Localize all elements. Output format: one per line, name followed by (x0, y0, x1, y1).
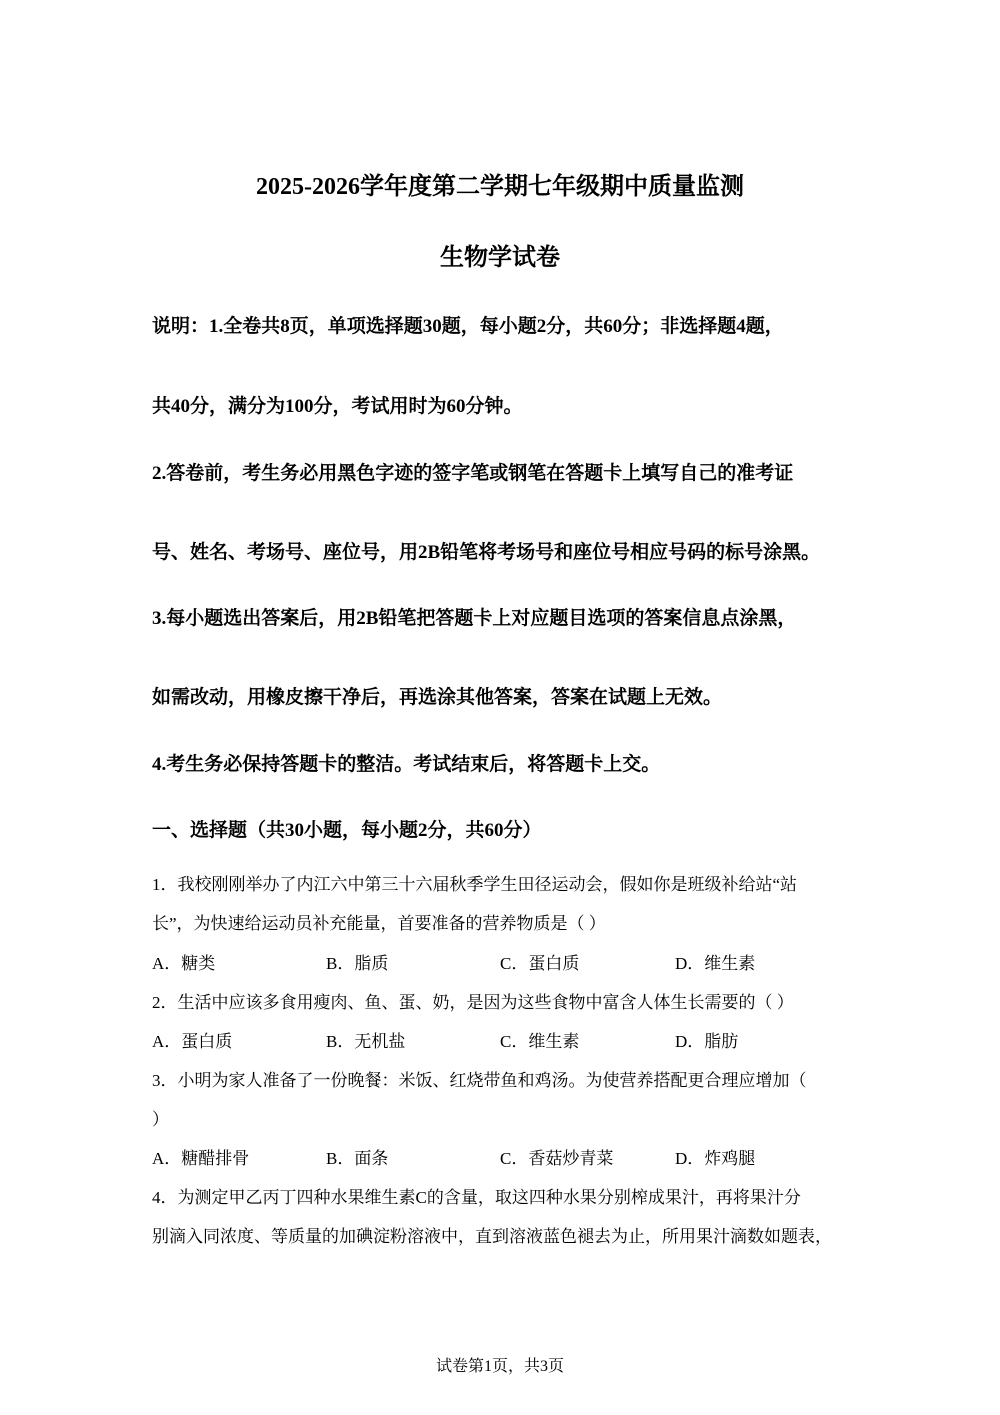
option-d[interactable]: D．脂肪 (675, 1032, 739, 1051)
instruction-line: 4.考生务必保持答题卡的整洁。考试结束后，将答题卡上交。 (152, 754, 661, 775)
instruction-line: 2.答卷前，考生务必用黑色字迹的签字笔或钢笔在答题卡上填写自己的准考证 (152, 463, 794, 484)
option-b[interactable]: B．面条 (326, 1149, 389, 1168)
question-2-text: 2．生活中应该多食用瘦肉、鱼、蛋、奶，是因为这些食物中富含人体生长需要的（ ） (152, 993, 794, 1012)
option-b[interactable]: B．脂质 (326, 954, 389, 973)
question-1-text: 1．我校刚刚举办了内江六中第三十六届秋季学生田径运动会，假如你是班级补给站“站 (152, 875, 798, 894)
option-a[interactable]: A．蛋白质 (152, 1032, 233, 1051)
option-c[interactable]: C．蛋白质 (500, 954, 580, 973)
option-d[interactable]: D．维生素 (675, 954, 756, 973)
option-a[interactable]: A．糖类 (152, 954, 216, 973)
question-3-options (152, 1147, 852, 1171)
instruction-line: 号、姓名、考场号、座位号，用2B铅笔将考场号和座位号相应号码的标号涂黑。 (152, 542, 821, 563)
page-footer: 试卷第1页，共3页 (435, 1358, 564, 1375)
option-d[interactable]: D．炸鸡腿 (675, 1149, 756, 1168)
question-3-text: 3．小明为家人准备了一份晚餐：米饭、红烧带鱼和鸡汤。为使营养搭配更合理应增加（ (152, 1071, 807, 1090)
option-a[interactable]: A．糖醋排骨 (152, 1149, 250, 1168)
exam-subtitle: 生物学试卷 (440, 245, 560, 271)
question-1-text: 长”，为快速给运动员补充能量，首要准备的营养物质是（ ） (152, 914, 606, 933)
question-4-text: 4．为测定甲乙丙丁四种水果维生素C的含量，取这四种水果分别榨成果汁，再将果汁分 (152, 1188, 801, 1207)
option-c[interactable]: C．香菇炒青菜 (500, 1149, 614, 1168)
instruction-line: 如需改动，用橡皮擦干净后，再选涂其他答案，答案在试题上无效。 (152, 687, 723, 708)
instruction-line: 3.每小题选出答案后，用2B铅笔把答题卡上对应题目选项的答案信息点涂黑， (152, 608, 797, 629)
option-b[interactable]: B．无机盐 (326, 1032, 406, 1051)
question-4-text: 别滴入同浓度、等质量的加碘淀粉溶液中，直到溶液蓝色褪去为止，所用果汁滴数如题表， (152, 1227, 832, 1246)
exam-title: 2025-2026学年度第二学期七年级期中质量监测 (256, 174, 744, 200)
question-1-options (152, 952, 852, 976)
question-3-text: ） (152, 1110, 169, 1129)
instruction-line: 说明：1.全卷共8页，单项选择题30题，每小题2分，共60分；非选择题4题， (152, 316, 784, 337)
option-c[interactable]: C．维生素 (500, 1032, 580, 1051)
instruction-line: 共40分，满分为100分，考试用时为60分钟。 (152, 396, 523, 417)
section-title: 一、选择题（共30小题，每小题2分，共60分） (152, 820, 542, 841)
question-2-options (152, 1030, 852, 1054)
